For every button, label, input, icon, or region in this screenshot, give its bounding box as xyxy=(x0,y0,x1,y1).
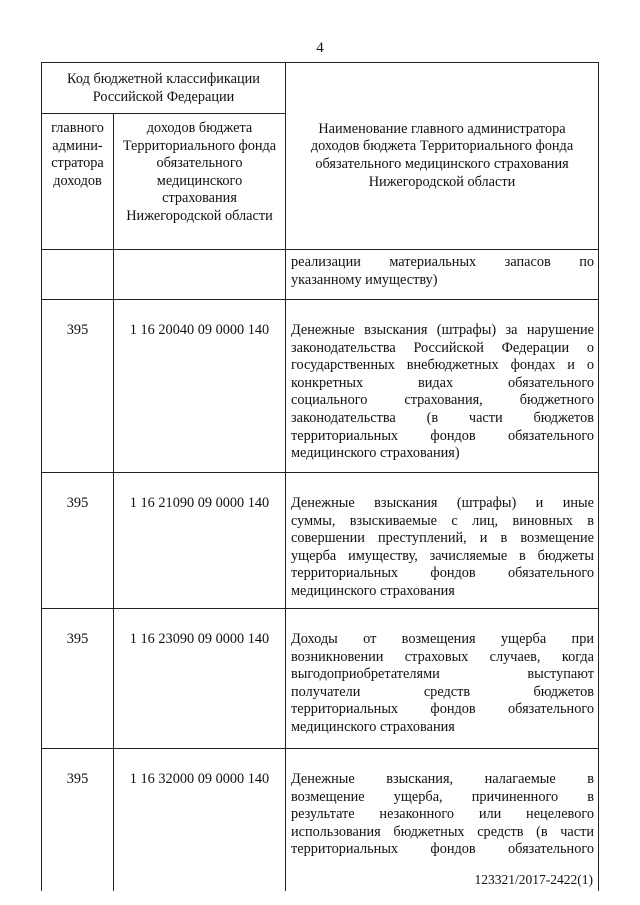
name-line: законодательства (в части бюджетов xyxy=(291,409,594,426)
income-code-cell: 1 16 20040 09 0000 140 xyxy=(114,300,286,473)
header-income-column xyxy=(114,114,286,250)
header-income-line: Нижегородской области xyxy=(126,207,273,224)
income-name-cell xyxy=(286,300,599,473)
document-id: 123321/2017-2422(1) xyxy=(474,872,593,887)
header-admin-line: админи- xyxy=(52,137,103,154)
name-line: законодательства Российской Федерации о xyxy=(291,339,594,356)
name-line: медицинского страхования xyxy=(291,718,455,735)
income-name-cell xyxy=(286,749,599,892)
budget-classification-table xyxy=(41,62,599,891)
header-admin-line: главного xyxy=(51,120,104,136)
name-line: возмещение ущерба, причиненного в xyxy=(291,788,594,805)
name-line: медицинского страхования xyxy=(291,582,455,599)
header-income-line: доходов бюджета xyxy=(146,120,253,136)
name-line: выгодоприобретателями выступают xyxy=(291,666,594,683)
income-code-cell: 1 16 32000 09 0000 140 xyxy=(114,749,286,892)
table-row xyxy=(42,609,599,749)
table-row xyxy=(42,473,599,609)
header-row-top xyxy=(42,63,599,114)
income-code-cell: 1 16 23090 09 0000 140 xyxy=(114,609,286,749)
name-line: ущерба имуществу, зачисляемые в бюджеты xyxy=(291,547,594,564)
name-line: возникновении страховых случаев, когда xyxy=(291,648,594,665)
table-row xyxy=(42,250,599,300)
admin-code-cell: 395 xyxy=(42,609,114,749)
income-name-cell xyxy=(286,609,599,749)
table-row xyxy=(42,749,599,892)
name-line: суммы, взыскиваемые с лиц, виновных в xyxy=(291,512,594,529)
name-line: территориальных фондов обязательного xyxy=(291,565,594,582)
header-income-line: Территориального фонда xyxy=(122,137,277,154)
name-line: Доходы от возмещения ущерба при xyxy=(291,631,594,647)
header-administrator-name: Наименование главного администратора доходов бюджета Территориального фонда обязательного медицинского страхования Нижегородской области xyxy=(286,63,599,250)
name-line: использования бюджетных средств (в части xyxy=(291,823,594,840)
name-line: государственных внебюджетных фондах и о xyxy=(291,357,594,374)
header-admin-line: стратора xyxy=(51,155,104,172)
header-admin-line: доходов xyxy=(53,172,102,189)
header-bcc-group: Код бюджетной классификации Российской Федерации xyxy=(42,63,286,114)
name-line: медицинского страхования) xyxy=(291,445,460,462)
header-income-line: страхования xyxy=(162,190,237,207)
table-row xyxy=(42,300,599,473)
name-line: территориальных фондов обязательного xyxy=(291,841,594,858)
header-income-line: медицинского xyxy=(156,172,243,189)
income-code-cell xyxy=(114,250,286,300)
name-line: совершении преступлений, и в возмещение xyxy=(291,530,594,547)
page-number: 4 xyxy=(316,40,324,56)
name-line: территориальных фондов обязательного xyxy=(291,427,594,444)
header-admin-column xyxy=(42,114,114,250)
income-name-cell xyxy=(286,250,599,300)
name-line: результате незаконного или нецелевого xyxy=(291,806,594,823)
admin-code-cell: 395 xyxy=(42,749,114,892)
admin-code-cell: 395 xyxy=(42,473,114,609)
income-name-cell xyxy=(286,473,599,609)
name-line: получатели средств бюджетов xyxy=(291,683,594,700)
admin-code-cell xyxy=(42,250,114,300)
name-line: конкретных видах обязательного xyxy=(291,374,594,391)
name-line: Денежные взыскания, налагаемые в xyxy=(291,771,594,787)
name-line: Денежные взыскания (штрафы) и иные xyxy=(291,495,594,511)
name-line: указанному имуществу) xyxy=(291,271,438,288)
income-code-cell: 1 16 21090 09 0000 140 xyxy=(114,473,286,609)
name-line: Денежные взыскания (штрафы) за нарушение xyxy=(291,322,594,338)
name-line: реализации материальных запасов по xyxy=(291,254,594,270)
name-line: социального страхования, бюджетного xyxy=(291,392,594,409)
name-line: территориальных фондов обязательного xyxy=(291,701,594,718)
admin-code-cell: 395 xyxy=(42,300,114,473)
header-income-line: обязательного xyxy=(156,155,243,172)
